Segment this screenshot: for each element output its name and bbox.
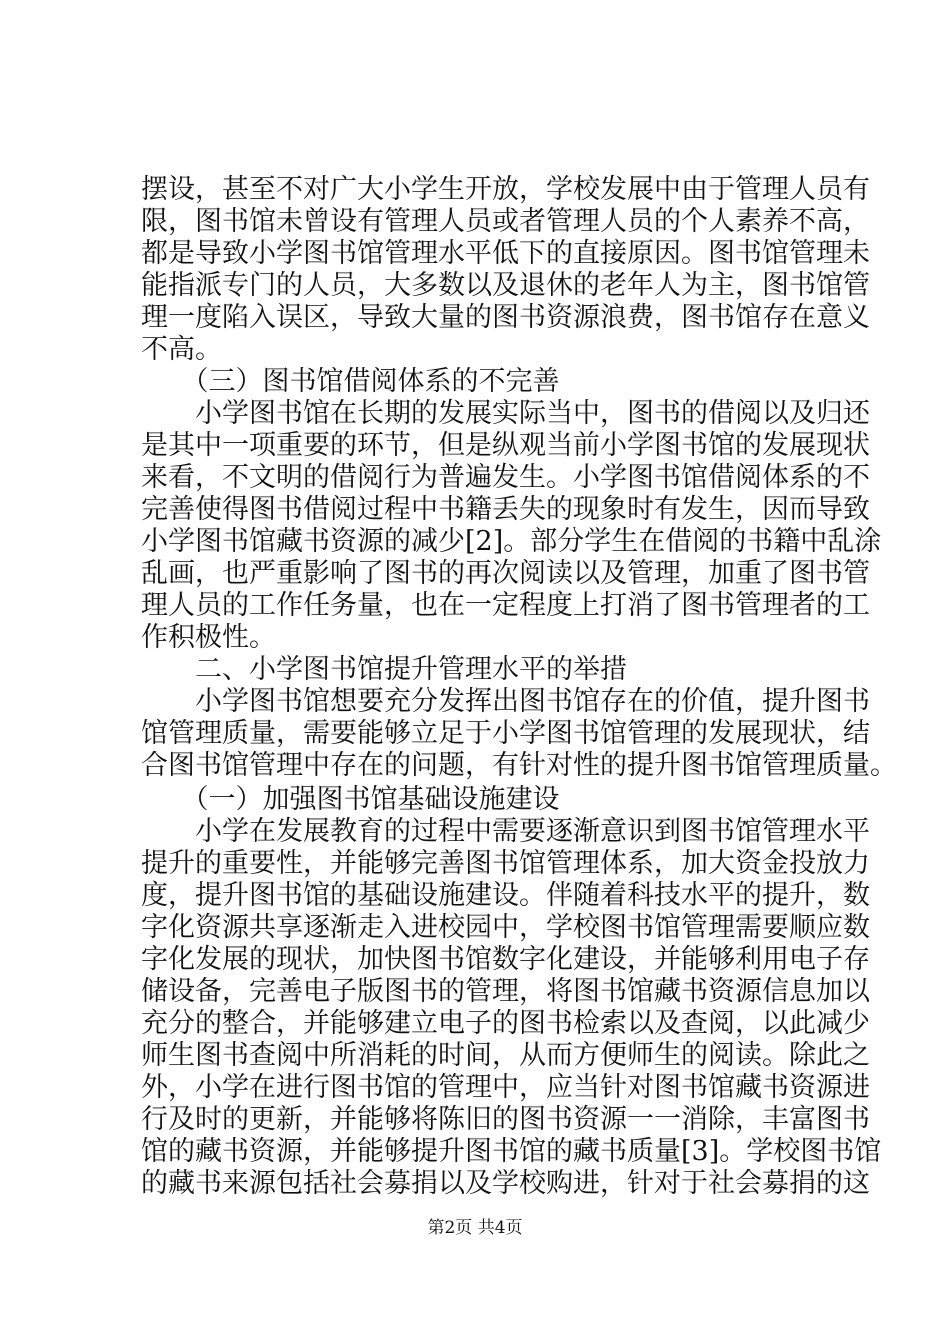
text-line: 小学图书馆在长期的发展实际当中，图书的借阅以及归还 — [141, 398, 870, 429]
text-line: 理人员的工作任务量，也在一定程度上打消了图书管理者的工 — [141, 590, 870, 621]
text-line: 都是导致小学图书馆管理水平低下的直接原因。图书馆管理未 — [141, 238, 870, 269]
text-line: 外，小学在进行图书馆的管理中，应当针对图书馆藏书资源进 — [141, 1072, 870, 1103]
text-line: 小学图书馆藏书资源的减少[2]。部分学生在借阅的书籍中乱涂 — [141, 526, 882, 557]
text-line: 乱画，也严重影响了图书的再次阅读以及管理，加重了图书管 — [141, 558, 870, 589]
text-line: 小学在发展教育的过程中需要逐渐意识到图书馆管理水平 — [141, 816, 870, 847]
section-heading: 二、小学图书馆提升管理水平的举措 — [141, 654, 627, 685]
text-line: 摆设，甚至不对广大小学生开放，学校发展中由于管理人员有 — [141, 174, 870, 205]
text-line: 字化发展的现状，加快图书馆数字化建设，并能够利用电子存 — [141, 944, 870, 975]
page-number-footer: 第2页 共4页 — [427, 1218, 523, 1238]
text-line: 能指派专门的人员，大多数以及退休的老年人为主，图书馆管 — [141, 270, 870, 301]
text-line: 不高。 — [141, 334, 222, 365]
text-line: 馆管理质量，需要能够立足于小学图书馆管理的发展现状，结 — [141, 718, 870, 749]
text-line: 储设备，完善电子版图书的管理，将图书馆藏书资源信息加以 — [141, 976, 870, 1007]
text-line: 理一度陷入误区，导致大量的图书资源浪费，图书馆存在意义 — [141, 302, 870, 333]
body-text-block-1 — [141, 174, 897, 782]
text-line: 是其中一项重要的环节，但是纵观当前小学图书馆的发展现状 — [141, 430, 870, 461]
section-heading: （一）加强图书馆基础设施建设 — [141, 784, 560, 815]
text-line: 限，图书馆未曾设有管理人员或者管理人员的个人素养不高， — [141, 206, 870, 237]
text-line: 师生图书查阅中所消耗的时间，从而方便师生的阅读。除此之 — [141, 1040, 870, 1071]
text-line: 充分的整合，并能够建立电子的图书检索以及查阅，以此减少 — [141, 1008, 870, 1039]
text-line: 的藏书来源包括社会募捐以及学校购进，针对于社会募捐的这 — [141, 1168, 870, 1199]
body-text-block-2 — [141, 784, 882, 1200]
text-line: 完善使得图书借阅过程中书籍丢失的现象时有发生，因而导致 — [141, 494, 870, 525]
section-heading: （三）图书馆借阅体系的不完善 — [141, 366, 560, 397]
text-line: 行及时的更新，并能够将陈旧的图书资源一一消除，丰富图书 — [141, 1104, 870, 1135]
text-line: 作积极性。 — [141, 622, 276, 653]
text-line: 字化资源共享逐渐走入进校园中，学校图书馆管理需要顺应数 — [141, 912, 870, 943]
text-line: 度，提升图书馆的基础设施建设。伴随着科技水平的提升，数 — [141, 880, 870, 911]
text-line: 来看，不文明的借阅行为普遍发生。小学图书馆借阅体系的不 — [141, 462, 870, 493]
text-line: 提升的重要性，并能够完善图书馆管理体系，加大资金投放力 — [141, 848, 870, 879]
text-line: 馆的藏书资源，并能够提升图书馆的藏书质量[3]。学校图书馆 — [141, 1136, 882, 1167]
text-line: 合图书馆管理中存在的问题，有针对性的提升图书馆管理质量。 — [141, 750, 897, 781]
text-line: 小学图书馆想要充分发挥出图书馆存在的价值，提升图书 — [141, 686, 870, 717]
